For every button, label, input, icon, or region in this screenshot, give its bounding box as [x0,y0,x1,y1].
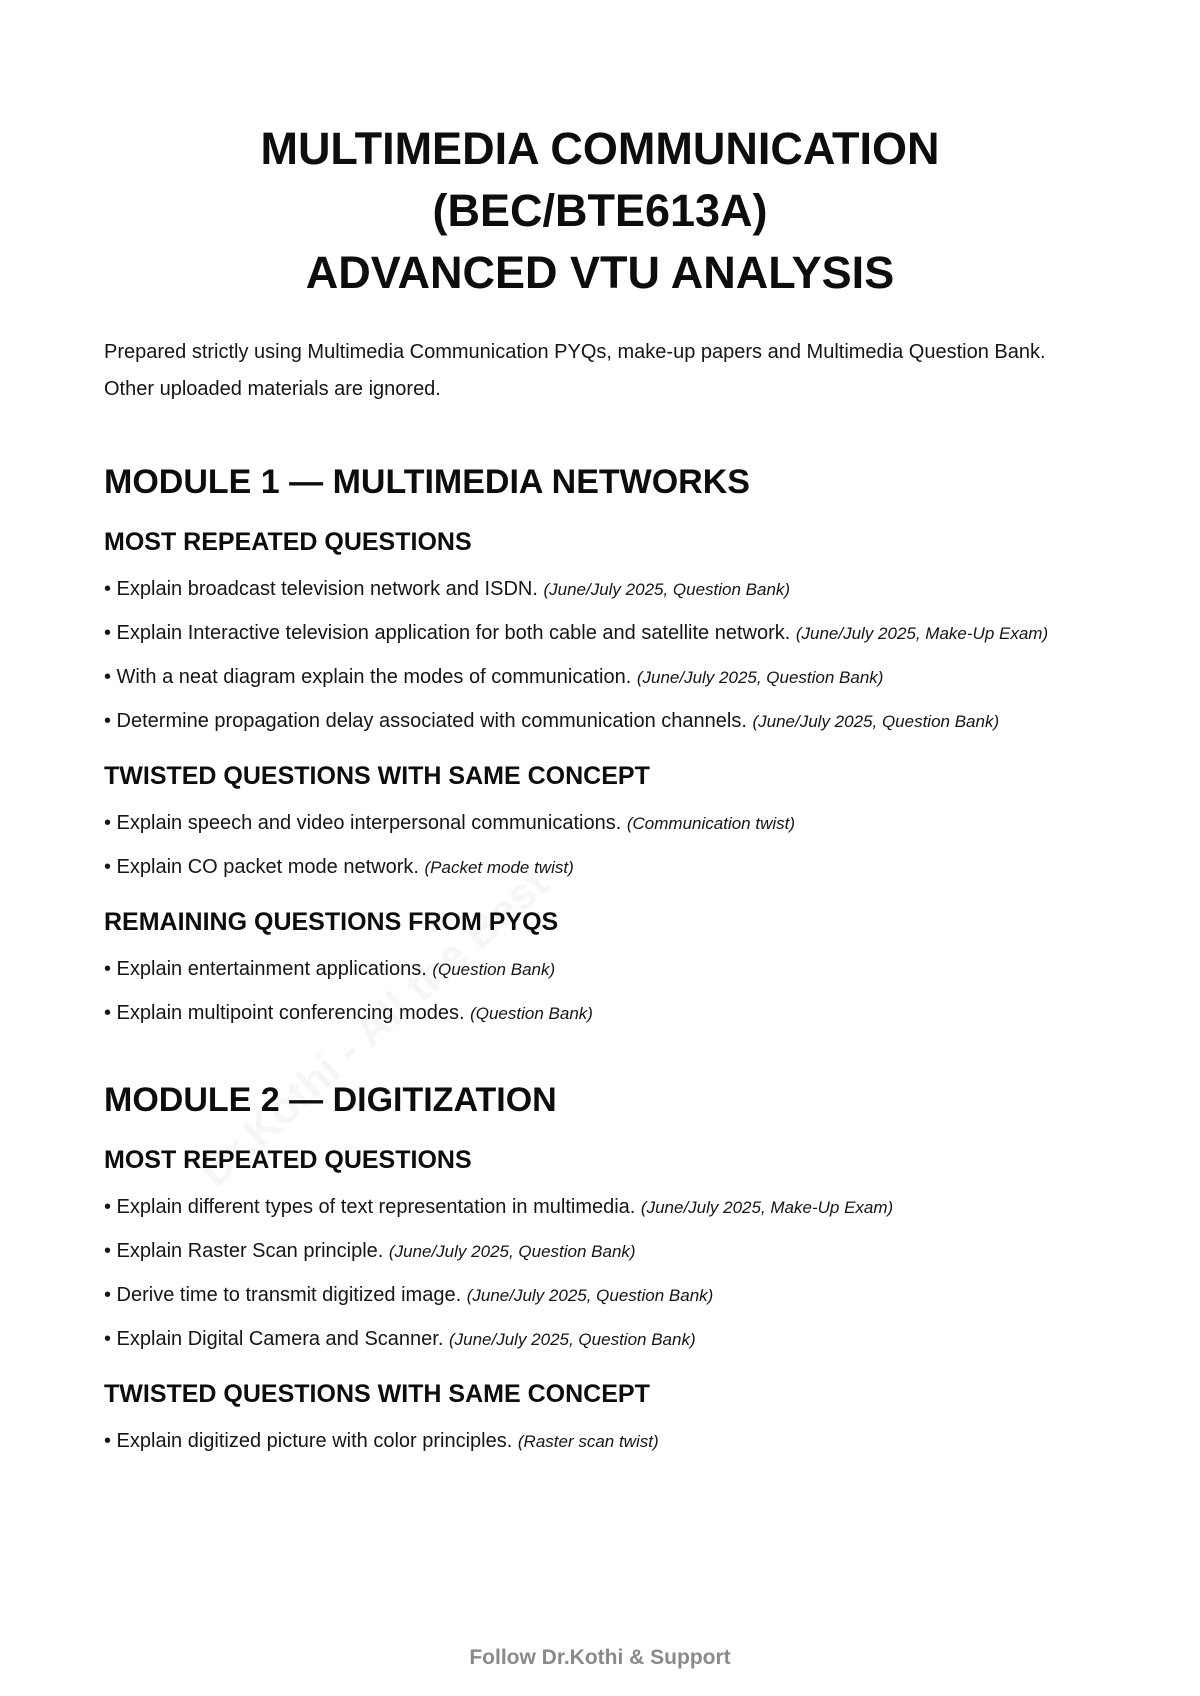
section-title: MOST REPEATED QUESTIONS [104,528,472,556]
module-title: MODULE 2 — DIGITIZATION [104,1081,557,1119]
section-title: REMAINING QUESTIONS FROM PYQS [104,908,559,936]
question-source: (Question Bank) [432,960,556,979]
title-line-2: (BEC/BTE613A) [432,185,768,236]
question-source: (June/July 2025, Question Bank) [543,580,791,599]
question-source: (June/July 2025, Question Bank) [636,668,884,687]
list-item: • Explain digitized picture with color principles. (Raster scan twist) [104,1430,659,1452]
list-item: • Explain speech and video interpersonal communications. (Communication twist) [104,812,796,834]
module-title: MODULE 1 — MULTIMEDIA NETWORKS [104,463,750,501]
list-item: • Explain Digital Camera and Scanner. (June/July 2025, Question Bank) [104,1328,696,1350]
question-source: (June/July 2025, Make-Up Exam) [795,624,1049,643]
list-item: • Explain multipoint conferencing modes. (Question Bank) [104,1002,593,1024]
title-line-3: ADVANCED VTU ANALYSIS [305,247,895,298]
list-item: • Derive time to transmit digitized image. (June/July 2025, Question Bank) [104,1284,714,1306]
question-source: (Question Bank) [470,1004,593,1023]
question-source: (June/July 2025, Make-Up Exam) [640,1198,894,1217]
list-item: • Explain Raster Scan principle. (June/July 2025, Question Bank) [104,1240,636,1262]
list-item: • With a neat diagram explain the modes of communication. (June/July 2025, Question Bank) [104,666,884,688]
list-item: • Explain different types of text representation in multimedia. (June/July 2025, Make-Up Exam) [104,1196,894,1218]
intro-paragraph: Prepared strictly using Multimedia Communication PYQs, make-up papers and Multimedia Question Bank. Other uploaded materials are ignored. [104,341,1046,400]
question-source: (Raster scan twist) [517,1432,659,1451]
question-source: (Communication twist) [626,814,796,833]
list-item: • Explain CO packet mode network. (Packet mode twist) [104,856,574,878]
question-source: (June/July 2025, Question Bank) [448,1330,696,1349]
list-item: • Explain Interactive television application for both cable and satellite network. (June/July 2025, Make-Up Exam) [104,622,1049,644]
list-item: • Explain entertainment applications. (Question Bank) [104,958,556,980]
module-2 [104,1078,1096,1460]
section-title: TWISTED QUESTIONS WITH SAME CONCEPT [104,1380,650,1408]
section-title: TWISTED QUESTIONS WITH SAME CONCEPT [104,762,650,790]
question-source: (Packet mode twist) [424,858,574,877]
list-item: • Explain broadcast television network and ISDN. (June/July 2025, Question Bank) [104,578,791,600]
footer-text: Follow Dr.Kothi & Support [469,1646,731,1669]
question-source: (June/July 2025, Question Bank) [466,1286,714,1305]
list-item: • Determine propagation delay associated with communication channels. (June/July 2025, Question Bank) [104,710,1000,732]
question-source: (June/July 2025, Question Bank) [388,1242,636,1261]
document-title [104,118,1096,304]
module-1 [104,460,1096,1032]
question-source: (June/July 2025, Question Bank) [752,712,1000,731]
section-title: MOST REPEATED QUESTIONS [104,1146,472,1174]
title-line-1: MULTIMEDIA COMMUNICATION [260,123,940,174]
